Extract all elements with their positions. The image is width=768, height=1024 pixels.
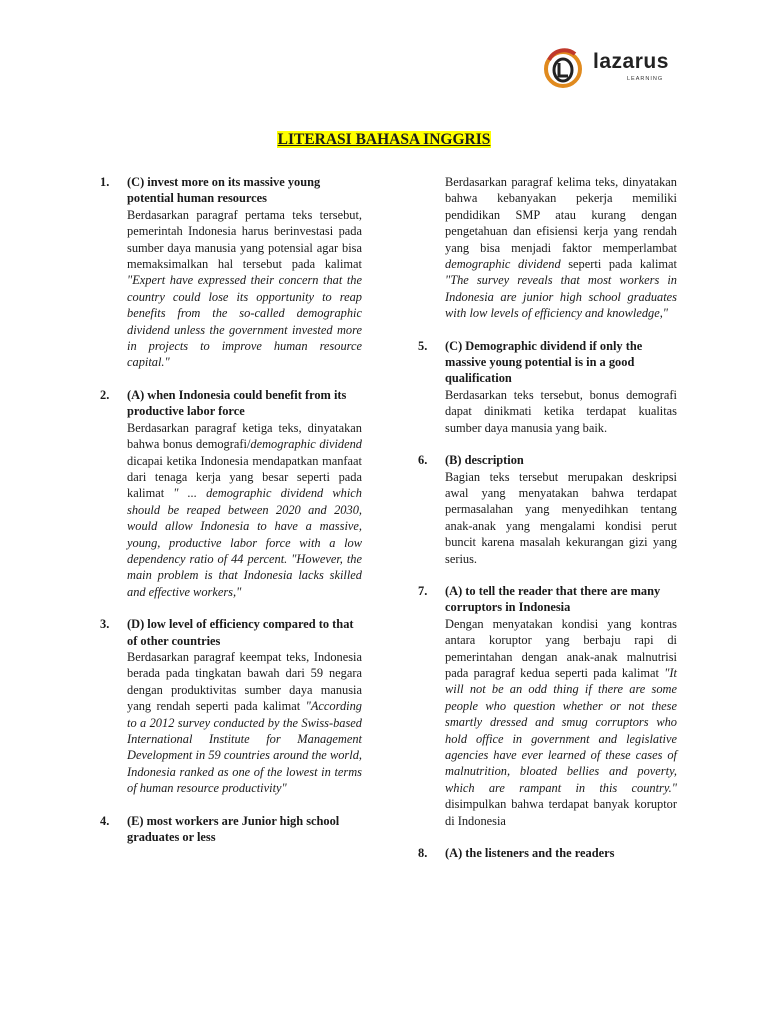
item-quote: "The survey reveals that most workers in Indonesia are junior high school graduates with low levels of efficiency and knowledge," — [445, 273, 677, 321]
item-quote: " ... demographic dividend which should be reaped between 2020 and 2030, would allow Indonesia to have a massive, young, productive labor force with a low dependency ratio of 44 percent. "However, the main problem is that Indonesia lacks skilled and effective workers," — [127, 486, 362, 599]
item-answer: (B) description — [445, 453, 524, 468]
item-number: 1. — [100, 175, 110, 189]
item-quote: "According to a 2012 survey conducted by the Swiss-based International Institute for Management Development in 59 countries around the world, Indonesia ranked as one of the lowest in terms of human resource productivity" — [127, 699, 362, 796]
item-answer: (A) when Indonesia could benefit from its productive labor force — [127, 387, 347, 419]
answer-item-5 — [418, 338, 677, 436]
item-answer: (A) to tell the reader that there are many corruptors in Indonesia — [445, 583, 661, 615]
answer-item-8 — [418, 845, 677, 861]
answer-item-4 — [100, 813, 362, 846]
item-answer: (D) low level of efficiency compared to that of other countries — [127, 617, 354, 648]
lazarus-logo — [541, 46, 681, 92]
item-explanation: Berdasarkan paragraf pertama teks tersebut, pemerintah Indonesia harus berinvestasi pada sumber daya manusia yang potensial agar bisa memaksimalkan hal tersebut pada kalimat "Expert have expressed their concern that the country could lose its opportunity to reap benefits from the so-called demographic dividend unless the government invested more in projects to improve human resource capital." — [127, 207, 362, 370]
item-answer: (C) Demographic dividend if only the massive young potential is in a good qualification — [445, 338, 643, 386]
item-number: 8. — [418, 846, 428, 861]
logo-emblem-icon — [541, 46, 589, 92]
item-number: 2. — [100, 387, 110, 402]
item-explanation: Berdasarkan paragraf keempat teks, Indonesia berada pada tingkatan bawah dari 59 negara dengan produktivitas sumber daya manusia yang rendah seperti pada kalimat "According to a 2012 survey conducted by the Swiss-based International Institute for Management Development in 59 countries around the world, Indonesia ranked as one of the lowest in terms of human resource productivity" — [127, 649, 362, 796]
item-explanation: Bagian teks tersebut merupakan deskripsi awal yang menyatakan bahwa terdapat permasalahan yang menyedihkan tentang anak-anak yang mengalami kondisi perut buncit karena masalah kekurangan gizi yang serius. — [445, 469, 677, 566]
answer-item-6 — [418, 452, 677, 567]
right-column — [418, 174, 677, 861]
left-column — [100, 174, 362, 845]
page-title-wrap — [0, 131, 768, 149]
answer-item-3 — [100, 616, 362, 796]
answer-item-1 — [100, 174, 362, 371]
item-explanation: Dengan menyatakan kondisi yang kontras antara koruptor yang berbaju rapi di pemerintahan dengan anak-anak malnutrisi pada paragraf kedua seperti pada kalimat "It will not be an odd thing if there are some people who question whether or not these smartly dressed and smug corruptors who hold office in government and legislative agencies have ever learned of these cases of malnutrition, bloated bellies and poverty, which are rampant in this country." disimpulkan bahwa terdapat banyak koruptor di Indonesia — [445, 616, 677, 828]
item-answer: (E) most workers are Junior high school graduates or less — [127, 813, 340, 845]
item-number: 6. — [418, 453, 428, 468]
item-quote: "It will not be an odd thing if there are some people who question whether or not these smartly dressed and smug corruptors who hold office in government and legislative agencies have ever learned of these cases of malnutrition, bloated bellies and poverty, which are rampant in this country." — [445, 665, 677, 795]
answer-item-7 — [418, 583, 677, 829]
item-number: 7. — [418, 583, 428, 598]
page-title: LITERASI BAHASA INGGRIS — [277, 131, 491, 148]
item-explanation: Berdasarkan paragraf ketiga teks, dinyatakan bahwa bonus demografi/demographic dividend dicapai ketika Indonesia mendapatkan manfaat dari tenaga kerja yang besar seperti pada kalimat " ... demographic dividend which should be reaped between 2020 and 2030, would allow Indonesia to have a massive, young, productive labor force with a low dependency ratio of 44 percent. "However, the main problem is that Indonesia lacks skilled and effective workers," — [127, 420, 363, 599]
item-number: 4. — [100, 813, 110, 828]
logo-tagline: LEARNING — [627, 76, 664, 82]
item-number: 5. — [418, 338, 428, 353]
item-quote: "Expert have expressed their concern that the country could lose its opportunity to reap benefits from the so-called demographic dividend unless the government invested more in projects to improve human resource capital." — [127, 273, 362, 370]
item-answer: (A) the listeners and the readers — [445, 846, 615, 861]
logo-name: lazarus — [593, 50, 669, 73]
answer-item-2 — [100, 387, 362, 600]
item-answer: (C) invest more on its massive young potential human resources — [127, 175, 321, 206]
item-explanation: Berdasarkan teks tersebut, bonus demografi dapat dinikmati ketika terdapat kualitas sumber daya manusia yang baik. — [445, 387, 677, 435]
item-4-explanation: Berdasarkan paragraf kelima teks, dinyatakan bahwa kebanyakan pekerja memiliki pendidikan SMP atau kurang dengan pengetahuan dan efisiensi kerja yang rendah yang bisa menjadi faktor memperlambat demographic dividend seperti pada kalimat "The survey reveals that most workers in Indonesia are junior high school graduates with low levels of efficiency and knowledge," — [445, 175, 677, 321]
item-number: 3. — [100, 617, 110, 632]
